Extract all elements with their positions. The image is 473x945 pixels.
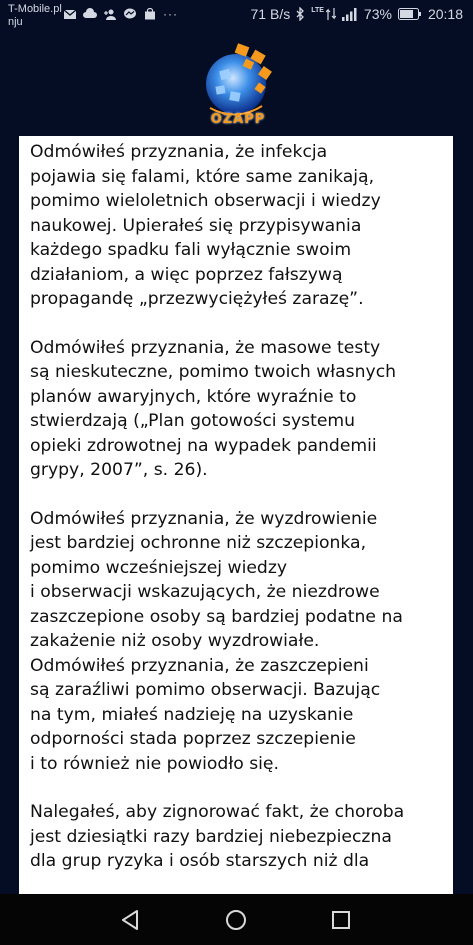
carrier-name: T-Mobile.pl xyxy=(8,3,62,15)
cloud-icon xyxy=(83,8,97,20)
messenger-icon xyxy=(123,8,137,20)
article-paragraph: Odmówiłeś przyznania, że infekcja pojawia się falami, które same zanikają, pomimo wieloletnich obserwacji i wiedzy naukowej. Upierałeś się przypisywania każdego spadku fali wyłącznie swoim działaniom, a więc poprzez fałszywą propagandę „przezwyciężyłeś zarazę”. xyxy=(30,142,381,309)
home-icon[interactable] xyxy=(222,906,250,934)
carrier-label xyxy=(8,3,62,29)
ozapp-logo xyxy=(198,40,278,130)
clock: 20:18 xyxy=(427,6,463,22)
recents-icon[interactable] xyxy=(327,906,355,934)
ozapp-logo-text: OZAPP xyxy=(210,112,266,127)
add-user-icon xyxy=(103,8,117,20)
mail-icon xyxy=(63,8,77,20)
article-paragraph: Nalegałeś, aby zignorować fakt, że choroba jest dziesiątki razy bardziej niebezpieczna dla grup ryzyka i osób starszych niż dla xyxy=(30,802,405,871)
network-speed: 71 B/s xyxy=(250,6,291,22)
bag-icon xyxy=(143,8,157,20)
signal-strength-icon xyxy=(342,8,358,21)
back-icon[interactable] xyxy=(117,906,145,934)
battery-percent: 73% xyxy=(363,6,392,22)
notification-icons xyxy=(63,6,178,22)
phone-signal-icon xyxy=(326,8,336,20)
article-paragraph: Odmówiłeś przyznania, że wyzdrowienie jest bardziej ochronne niż szczepionka, pomimo wcześniejszej wiedzy i obserwacji wskazujących, że niezdrowe zaszczepione osoby są bardziej podatne na zakażenie niż osoby wyzdrowiałe. Odmówiłeś przyznania, że zaszczepieni są zaraźliwi pomimo obserwacji. Bazując na tym, miałeś nadzieję na uzyskanie odporności stada poprzez szczepienie i to również nie powiodło się. xyxy=(30,508,403,774)
status-right xyxy=(251,5,463,23)
battery-icon xyxy=(398,8,422,20)
more-icon: ··· xyxy=(163,7,178,21)
bluetooth-icon xyxy=(296,7,305,21)
navigation-bar xyxy=(0,894,473,945)
carrier-subname: nju xyxy=(8,16,23,28)
article-paragraph: Odmówiłeś przyznania, że masowe testy są nieskuteczne, pomimo twoich własnych planów awaryjnych, które wyraźnie to stwierdzają („Plan gotowości systemu opieki zdrowotnej na wypadek pandemii grypy, 2007”, s. 26). xyxy=(30,337,397,480)
article-content[interactable] xyxy=(19,136,453,894)
status-bar xyxy=(0,0,473,36)
lte-label: LTE xyxy=(311,6,324,14)
